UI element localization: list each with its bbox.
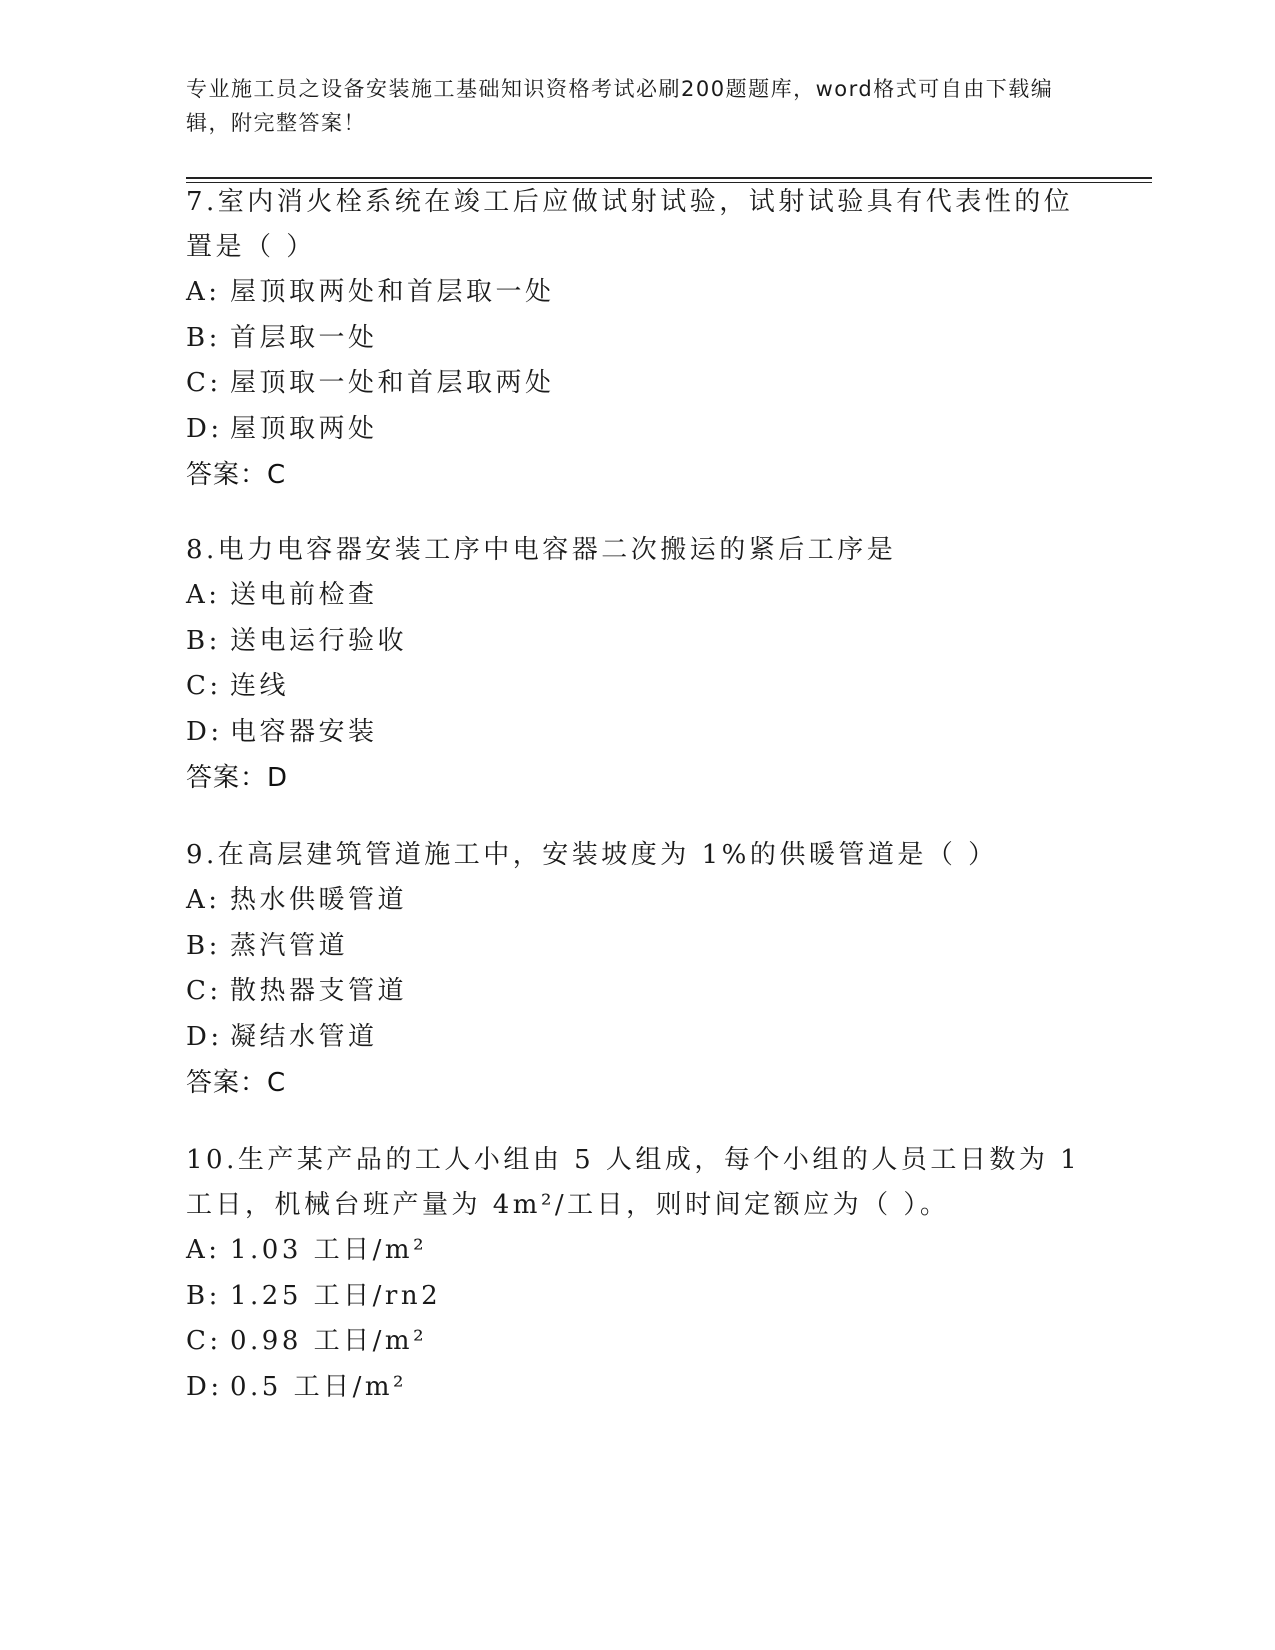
option-b — [186, 316, 1086, 362]
option-text: 首层取一处 — [230, 322, 378, 353]
question-stem: 8.电力电容器安装工序中电容器二次搬运的紧后工序是 — [186, 535, 897, 565]
question-7 — [186, 180, 1086, 498]
option-b — [186, 924, 1086, 970]
option-a — [186, 878, 1086, 924]
question-9 — [186, 833, 1086, 1106]
option-key: B: — [186, 1280, 221, 1311]
option-key: B: — [186, 322, 221, 353]
option-key: C: — [186, 368, 222, 398]
option-text: 屋顶取两处和首层取一处 — [230, 277, 555, 307]
option-c — [186, 969, 1086, 1015]
option-text: 热水供暖管道 — [230, 885, 408, 915]
option-a — [186, 1228, 1086, 1274]
answer-line: 答案：D — [186, 763, 289, 793]
option-key: C: — [186, 976, 222, 1006]
option-text: 连线 — [230, 671, 290, 701]
option-text: 屋顶取一处和首层取两处 — [230, 368, 555, 398]
option-key: C: — [186, 671, 222, 701]
option-text: 1.25 工日/rn2 — [230, 1280, 442, 1311]
option-a — [186, 573, 1086, 619]
option-d — [186, 1365, 1086, 1411]
option-c — [186, 1319, 1086, 1365]
question-stem: 9.在高层建筑管道施工中，安装坡度为 1%的供暖管道是（ ） — [186, 840, 998, 870]
option-key: A: — [186, 885, 221, 915]
option-b — [186, 619, 1086, 665]
option-text: 1.03 工日/m² — [230, 1235, 427, 1265]
option-d — [186, 1015, 1086, 1061]
option-key: C: — [186, 1326, 222, 1356]
option-text: 屋顶取两处 — [230, 413, 378, 444]
option-key: A: — [186, 277, 221, 307]
option-key: B: — [186, 930, 221, 961]
answer-line: 答案：C — [186, 460, 287, 490]
option-d — [186, 407, 1086, 453]
option-text: 散热器支管道 — [230, 976, 408, 1006]
option-key: D: — [186, 1371, 223, 1402]
option-c — [186, 361, 1086, 407]
option-text: 0.98 工日/m² — [230, 1326, 427, 1356]
question-10 — [186, 1138, 1086, 1410]
option-text: 送电运行验收 — [230, 625, 408, 656]
option-d — [186, 710, 1086, 756]
option-b — [186, 1274, 1086, 1320]
option-a — [186, 270, 1086, 316]
option-key: D: — [186, 716, 223, 747]
option-text: 送电前检查 — [230, 580, 378, 610]
header-divider-thick — [186, 177, 1152, 179]
option-text: 电容器安装 — [230, 716, 378, 747]
option-key: D: — [186, 1021, 223, 1052]
question-8 — [186, 528, 1086, 801]
option-key: A: — [186, 1235, 221, 1265]
option-text: 凝结水管道 — [230, 1021, 378, 1052]
question-stem: 7.室内消火栓系统在竣工后应做试射试验，试射试验具有代表性的位置是（ ） — [186, 187, 1074, 262]
option-key: A: — [186, 580, 221, 610]
answer-line: 答案：C — [186, 1068, 287, 1098]
document-header: 专业施工员之设备安装施工基础知识资格考试必刷200题题库，word格式可自由下载编辑，附完整答案！ — [186, 77, 1054, 135]
option-c — [186, 664, 1086, 710]
option-key: B: — [186, 625, 221, 656]
option-text: 0.5 工日/m² — [230, 1371, 407, 1402]
option-text: 蒸汽管道 — [230, 930, 349, 961]
option-key: D: — [186, 413, 223, 444]
question-stem: 10.生产某产品的工人小组由 5 人组成，每个小组的人员工日数为 1 工日，机械台班产量为 4m²/工日，则时间定额应为（ ）。 — [186, 1145, 1081, 1220]
